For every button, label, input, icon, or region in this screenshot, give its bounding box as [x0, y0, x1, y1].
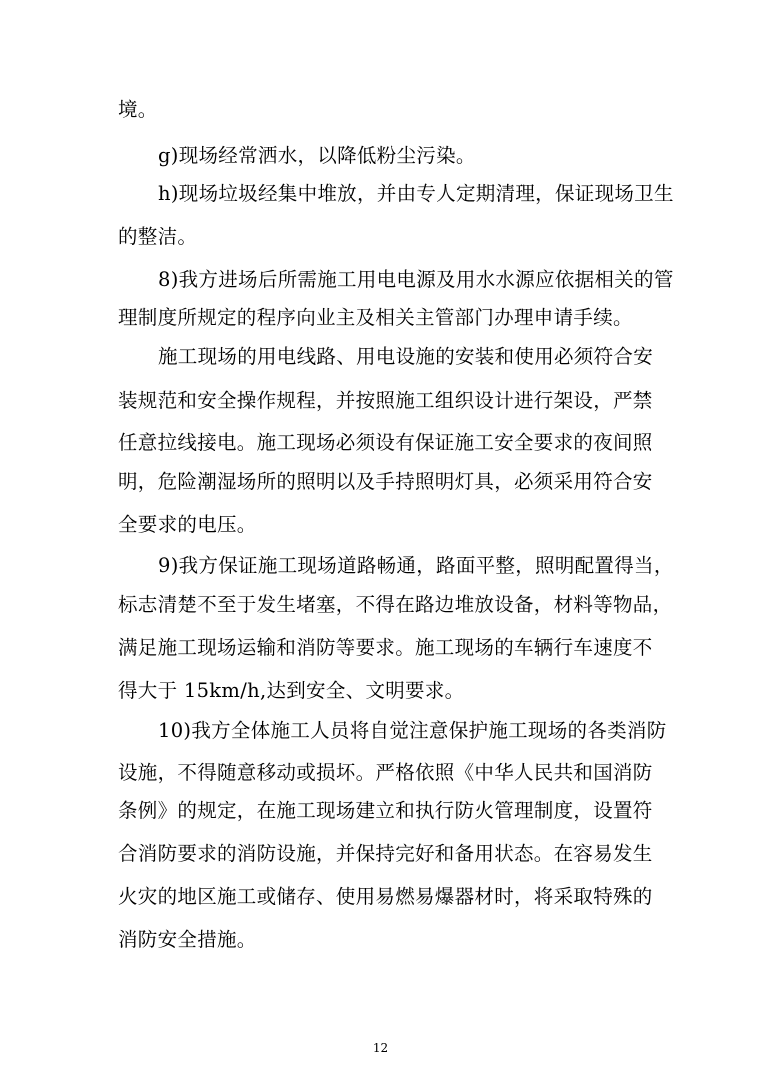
text-line: 合消防要求的消防设施，并保持完好和备用状态。在容易发生: [118, 842, 653, 865]
text-line: 境。: [118, 98, 158, 121]
text-line: 满足施工现场运输和消防等要求。施工现场的车辆行车速度不: [118, 636, 653, 659]
text-line: 理制度所规定的程序向业主及相关主管部门办理申请手续。: [118, 306, 633, 329]
text-line: 火灾的地区施工或储存、使用易燃易爆器材时，将采取特殊的: [118, 885, 653, 908]
text-line: 全要求的电压。: [118, 513, 257, 536]
text-line: 任意拉线接电。施工现场必须设有保证施工安全要求的夜间照: [118, 431, 653, 454]
text-line: 标志清楚不至于发生堵塞，不得在路边堆放设备，材料等物品，: [118, 593, 673, 616]
page-number: 12: [372, 1041, 389, 1055]
text-line: g)现场经常洒水，以降低粉尘污染。: [158, 144, 476, 167]
text-line: 10)我方全体施工人员将自觉注意保护施工现场的各类消防: [158, 719, 667, 742]
text-line: 明，危险潮湿场所的照明以及手持照明灯具，必须采用符合安: [118, 470, 653, 493]
text-line: 9)我方保证施工现场道路畅通，路面平整，照明配置得当，: [158, 554, 674, 577]
text-line: 的整洁。: [118, 225, 198, 248]
text-line: 施工现场的用电线路、用电设施的安装和使用必须符合安: [158, 345, 654, 368]
text-line: 消防安全措施。: [118, 928, 257, 951]
text-line: 条例》的规定，在施工现场建立和执行防火管理制度，设置符: [118, 799, 653, 822]
text-line: h)现场垃圾经集中堆放，并由专人定期清理，保证现场卫生: [158, 182, 674, 205]
text-line: 8)我方进场后所需施工用电电源及用水水源应依据相关的管: [158, 268, 674, 291]
text-line: 得大于 15km/h,达到安全、文明要求。: [118, 679, 465, 702]
text-line: 装规范和安全操作规程，并按照施工组织设计进行架设，严禁: [118, 389, 653, 412]
text-line: 设施，不得随意移动或损坏。严格依照《中华人民共和国消防: [118, 761, 653, 784]
